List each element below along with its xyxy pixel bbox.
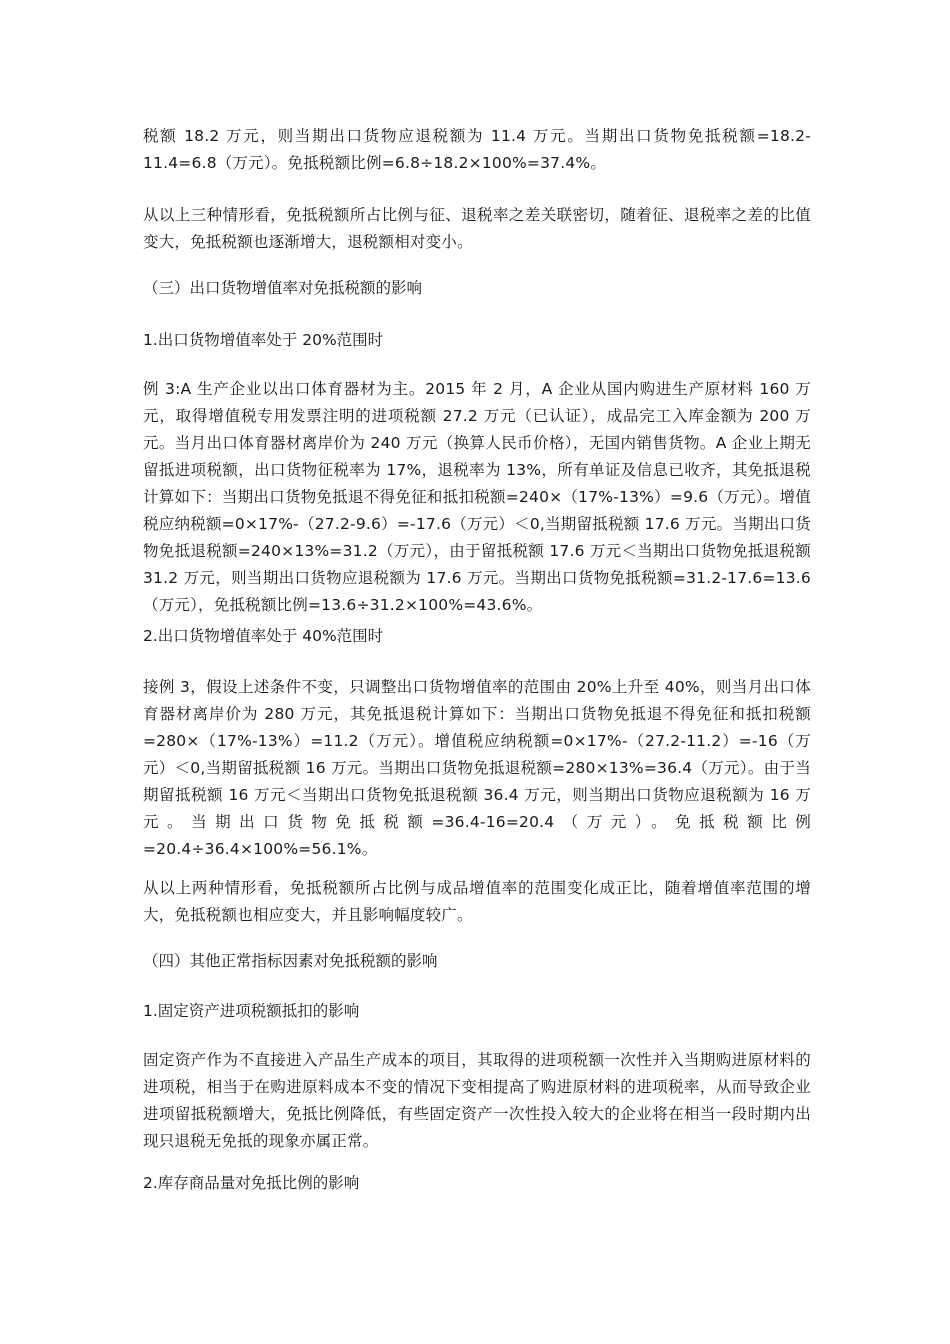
section-heading-4: （四）其他正常指标因素对免抵税额的影响 [143,952,438,970]
subheading-fixed-assets: 1.固定资产进项税额抵扣的影响 [143,1002,360,1020]
paragraph-example-3-continued: 接例 3，假设上述条件不变，只调整出口货物增值率的范围由 20%上升至 40%，则当月出口体育器材离岸价为 280 万元，其免抵退税计算如下：当期出口货物免抵退不得免征和抵扣税额=280×（17%-13%）=11.2（万元）。增值税应纳税额=0×17%-（27.2-11.2）=-16（万元）＜0,当期留抵税额 16 万元。当期出口货物免抵退税额=280×13%=36.4（万元）。由于当期留抵税额 16 万元＜当期出口货物免抵退税额 36.4 万元，则当期出口货物应退税额为 16 万元。当期出口货物免抵税额=36.4-16=20.4（万元）。免抵税额比例=20.4÷36.4×100%=56.1%。 [143,678,811,858]
paragraph-tax-refund-result: 税额 18.2 万元，则当期出口货物应退税额为 11.4 万元。当期出口货物免抵税额=18.2-11.4=6.8（万元）。免抵税额比例=6.8÷18.2×100%=37.4%。 [143,127,811,172]
section-heading-3: （三）出口货物增值率对免抵税额的影响 [143,279,423,297]
paragraph-summary-tax-rate: 从以上三种情形看，免抵税额所占比例与征、退税率之差关联密切，随着征、退税率之差的比值变大，免抵税额也逐渐增大，退税额相对变小。 [143,206,811,251]
paragraph-fixed-assets: 固定资产作为不直接进入产品生产成本的项目，其取得的进项税额一次性并入当期购进原材料的进项税，相当于在购进原料成本不变的情况下变相提高了购进原材料的进项税率，从而导致企业进项留抵税额增大，免抵比例降低，有些固定资产一次性投入较大的企业将在相当一段时期内出现只退税无免抵的现象亦属正常。 [143,1051,811,1150]
subheading-inventory: 2.库存商品量对免抵比例的影响 [143,1174,360,1192]
subheading-40-percent: 2.出口货物增值率处于 40%范围时 [143,627,384,645]
subheading-20-percent: 1.出口货物增值率处于 20%范围时 [143,331,384,349]
paragraph-example-3: 例 3:A 生产企业以出口体育器材为主。2015 年 2 月，A 企业从国内购进生产原材料 160 万元，取得增值税专用发票注明的进项税额 27.2 万元（已认证），成品完工入库金额为 200 万元。当月出口体育器材离岸价为 240 万元（换算人民币价格），无国内销售货物。A 企业上期无留抵进项税额，出口货物征税率为 17%，退税率为 13%，所有单证及信息已收齐，其免抵退税计算如下：当期出口货物免抵退不得免征和抵扣税额=240×（17%-13%）=9.6（万元）。增值税应纳税额=0×17%-（27.2-9.6）=-17.6（万元）＜0,当期留抵税额 17.6 万元。当期出口货物免抵退税额=240×13%=31.2（万元），由于留抵税额 17.6 万元＜当期出口货物免抵退税额 31.2 万元，则当期出口货物应退税额为 17.6 万元。当期出口货物免抵税额=31.2-17.6=13.6（万元），免抵税额比例=13.6÷31.2×100%=43.6%。 [143,380,811,614]
paragraph-summary-value-added: 从以上两种情形看，免抵税额所占比例与成品增值率的范围变化成正比，随着增值率范围的增大，免抵税额也相应变大，并且影响幅度较广。 [143,879,811,924]
